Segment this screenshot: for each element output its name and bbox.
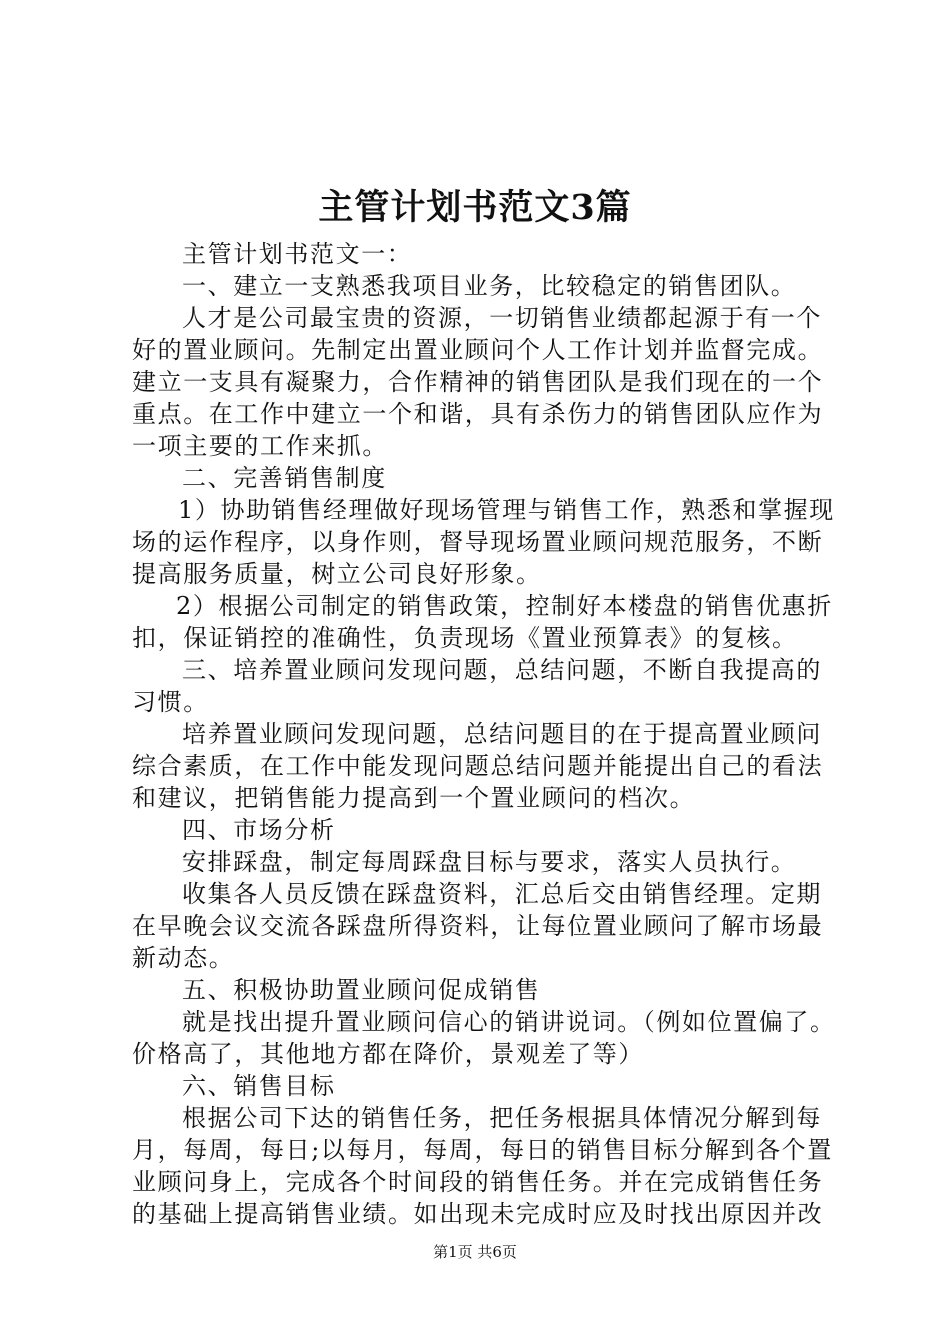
text-line: 习惯。 [132,688,209,716]
document-title: 主管计划书范文3篇 [318,187,632,228]
text-line: 人才是公司最宝贵的资源，一切销售业绩都起源于有一个 [182,304,822,332]
text-line: 和建议，把销售能力提高到一个置业顾问的档次。 [132,784,696,812]
text-line: 月，每周，每日;以每月，每周，每日的销售目标分解到各个置 [132,1136,833,1164]
text-line: 1）协助销售经理做好现场管理与销售工作，熟悉和掌握现 [178,496,835,524]
text-line: 好的置业顾问。先制定出置业顾问个人工作计划并监督完成。 [132,336,824,364]
text-line: 的基础上提高销售业绩。如出现未完成时应及时找出原因并改 [132,1200,824,1228]
text-line: 就是找出提升置业顾问信心的销讲说词。（例如位置偏了。 [182,1008,836,1036]
text-line: 建立一支具有凝聚力，合作精神的销售团队是我们现在的一个 [132,368,824,396]
text-line: 五、积极协助置业顾问促成销售 [182,976,541,1004]
text-line: 收集各人员反馈在踩盘资料，汇总后交由销售经理。定期 [182,880,822,908]
text-line: 综合素质，在工作中能发现问题总结问题并能提出自己的看法 [132,752,824,780]
text-line: 三、培养置业顾问发现问题，总结问题，不断自我提高的 [182,656,822,684]
text-line: 重点。在工作中建立一个和谐，具有杀伤力的销售团队应作为 [132,400,824,428]
text-line: 在早晚会议交流各踩盘所得资料，让每位置业顾问了解市场最 [132,912,824,940]
text-line: 价格高了，其他地方都在降价，景观差了等） [132,1040,644,1068]
text-line: 业顾问身上，完成各个时间段的销售任务。并在完成销售任务 [132,1168,824,1196]
text-line: 提高服务质量，树立公司良好形象。 [132,560,542,588]
text-line: 根据公司下达的销售任务，把任务根据具体情况分解到每 [182,1104,822,1132]
text-line: 2）根据公司制定的销售政策，控制好本楼盘的销售优惠折 [176,592,833,620]
text-line: 一项主要的工作来抓。 [132,432,388,460]
text-line: 一、建立一支熟悉我项目业务，比较稳定的销售团队。 [182,272,797,300]
text-line: 六、销售目标 [182,1072,336,1100]
page-footer: 第1页 共6页 [433,1243,517,1261]
text-line: 场的运作程序，以身作则，督导现场置业顾问规范服务，不断 [132,528,824,556]
text-line: 扣，保证销控的准确性，负责现场《置业预算表》的复核。 [132,624,798,652]
text-line: 培养置业顾问发现问题，总结问题目的在于提高置业顾问 [182,720,822,748]
text-line: 主管计划书范文一： [182,240,413,268]
text-line: 新动态。 [132,944,235,972]
text-line: 安排踩盘，制定每周踩盘目标与要求，落实人员执行。 [182,848,797,876]
text-line: 四、市场分析 [182,816,336,844]
text-line: 二、完善销售制度 [182,464,387,492]
document-body [132,238,842,1230]
